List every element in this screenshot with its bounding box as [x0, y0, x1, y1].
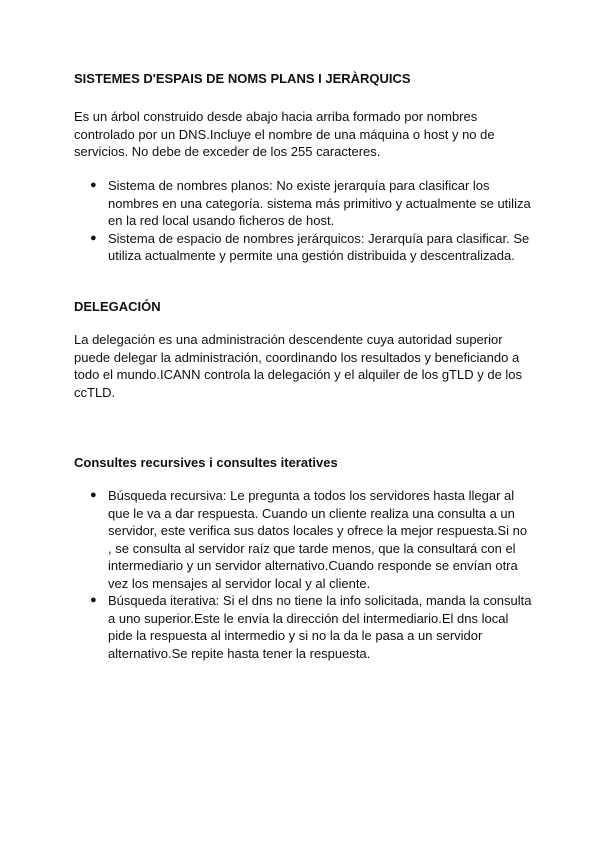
section-queries	[74, 454, 534, 471]
paragraph-delegation-wrap	[74, 331, 534, 401]
list-item-text: Búsqueda recursiva: Le pregunta a todos los servidores hasta llegar al que le va a dar respuesta. Cuando un cliente realiza una consulta a un servidor, este verifica sus datos locales y ofrece la mejor respuesta.Si no , se consulta al servidor raíz que tarde menos, que la consultará con el intermediario y un servidor alternativo.Cuando responde se envían otra vez los mensajes al servidor local y al cliente.	[108, 488, 528, 591]
list-item-text: Sistema de espacio de nombres jerárquicos: Jerarquía para clasificar. Se utiliza actualmente y permite una gestión distribuida y descentralizada.	[108, 230, 530, 263]
list-namespaces-wrap	[74, 177, 534, 265]
heading-namespaces: SISTEMES D'ESPAIS DE NOMS PLANS I JERÀRQUICS	[74, 71, 411, 86]
heading-queries: Consultes recursives i consultes iteratives	[74, 455, 338, 470]
bullet-icon: ●	[90, 489, 97, 501]
paragraph-namespaces-intro-wrap	[74, 108, 534, 161]
list-item-text: Búsqueda iterativa: Si el dns no tiene la info solicitada, manda la consulta a uno superior.Este le envía la dirección del intermediario.El dns local pide la respuesta al intermedio y si no la da le pasa a un servidor alternativo.Se repite hasta tener la respuesta.	[108, 593, 532, 661]
list-queries	[74, 487, 534, 662]
list-item-iterative-search	[74, 592, 534, 662]
section-namespaces	[74, 70, 534, 87]
list-namespaces	[74, 177, 534, 265]
list-item-hierarchical-names	[74, 230, 534, 265]
bullet-icon: ●	[90, 179, 97, 191]
bullet-icon: ●	[90, 231, 97, 244]
heading-delegation: DELEGACIÓN	[74, 299, 161, 314]
list-item-text: Sistema de nombres planos: No existe jerarquía para clasificar los nombres en una categoría. sistema más primitivo y actualmente se utiliza en la red local usando ficheros de host.	[108, 178, 531, 228]
list-item-recursive-search	[74, 487, 534, 592]
list-item-flat-names	[74, 177, 534, 230]
paragraph-namespaces-intro: Es un árbol construido desde abajo hacia arriba formado por nombres controlado por un DNS.Incluye el nombre de una máquina o host y no de servicios. No debe de exceder de los 255 caracteres.	[74, 109, 495, 159]
section-delegation	[74, 298, 534, 315]
bullet-icon: ●	[90, 594, 97, 606]
list-queries-wrap	[74, 487, 534, 662]
paragraph-delegation: La delegación es una administración descendente cuya autoridad superior puede delegar la administración, coordinando los resultados y beneficiando a todo el mundo.ICANN controla la delegación y el alquiler de los gTLD y de los ccTLD.	[74, 332, 523, 400]
